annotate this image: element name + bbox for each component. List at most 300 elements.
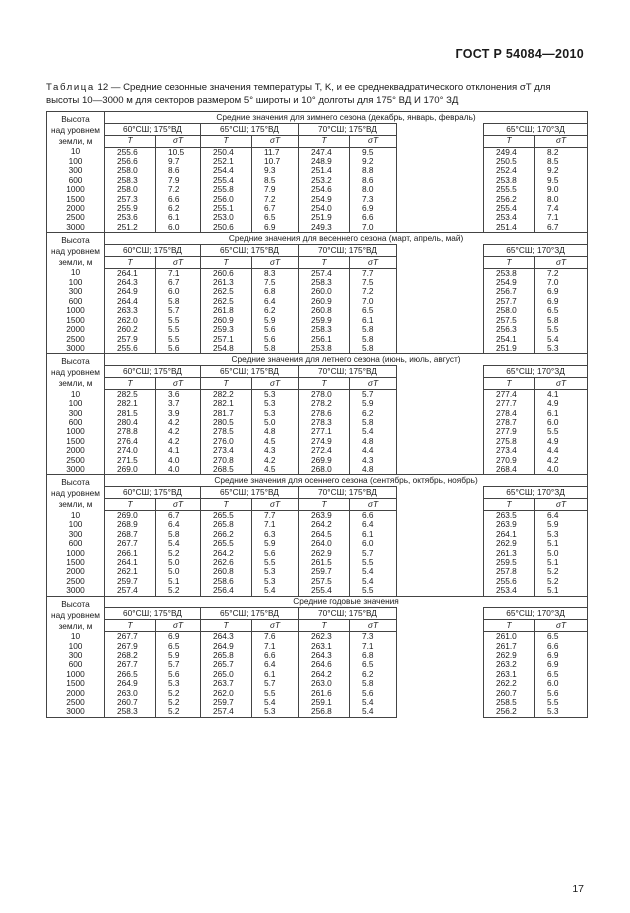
table-gap bbox=[397, 608, 484, 620]
value-cell: 259.7 bbox=[299, 567, 350, 576]
height-cell: 1000 bbox=[47, 670, 105, 679]
table-gap bbox=[397, 409, 484, 418]
value-cell: 269.0 bbox=[105, 510, 156, 520]
value-cell: 264.2 bbox=[299, 520, 350, 529]
table-gap bbox=[397, 707, 484, 717]
sector-header: 60°СШ; 175°ВД bbox=[105, 123, 201, 135]
value-cell: 3.9 bbox=[156, 409, 201, 418]
sector-header: 65°СШ; 170°ЗД bbox=[484, 608, 588, 620]
value-cell: 4.0 bbox=[156, 465, 201, 475]
value-cell: 259.5 bbox=[484, 558, 535, 567]
value-cell: 9.7 bbox=[156, 157, 201, 166]
value-cell: 6.6 bbox=[350, 213, 397, 222]
height-cell: 300 bbox=[47, 287, 105, 296]
table-gap bbox=[397, 399, 484, 408]
value-cell: 6.3 bbox=[252, 530, 299, 539]
col-t-header: T bbox=[105, 135, 156, 147]
value-cell: 263.3 bbox=[105, 306, 156, 315]
value-cell: 8.0 bbox=[535, 195, 588, 204]
value-cell: 278.4 bbox=[484, 409, 535, 418]
table-row bbox=[47, 586, 588, 596]
value-cell: 264.1 bbox=[105, 268, 156, 278]
value-cell: 255.8 bbox=[201, 185, 252, 194]
value-cell: 6.5 bbox=[535, 306, 588, 315]
table-row bbox=[47, 539, 588, 548]
value-cell: 5.3 bbox=[535, 344, 588, 354]
height-cell: 2000 bbox=[47, 446, 105, 455]
table-row bbox=[47, 278, 588, 287]
table-row bbox=[47, 427, 588, 436]
value-cell: 278.0 bbox=[299, 389, 350, 399]
value-cell: 264.9 bbox=[105, 679, 156, 688]
value-cell: 261.5 bbox=[299, 558, 350, 567]
value-cell: 258.5 bbox=[484, 698, 535, 707]
value-cell: 5.7 bbox=[156, 306, 201, 315]
height-cell: 600 bbox=[47, 297, 105, 306]
value-cell: 249.3 bbox=[299, 223, 350, 233]
col-sigma-header: σT bbox=[350, 499, 397, 511]
table-gap bbox=[397, 689, 484, 698]
value-cell: 264.3 bbox=[201, 632, 252, 642]
value-cell: 258.0 bbox=[484, 306, 535, 315]
section-title: Средние значения для зимнего сезона (декабрь, январь, февраль) bbox=[105, 112, 588, 124]
height-cell: 3000 bbox=[47, 586, 105, 596]
table-gap bbox=[397, 530, 484, 539]
value-cell: 5.4 bbox=[350, 698, 397, 707]
height-cell: 1500 bbox=[47, 316, 105, 325]
value-cell: 278.7 bbox=[484, 418, 535, 427]
value-cell: 5.3 bbox=[252, 707, 299, 717]
value-cell: 262.9 bbox=[484, 651, 535, 660]
row-label-header bbox=[47, 112, 105, 148]
value-cell: 264.3 bbox=[105, 278, 156, 287]
table-row bbox=[47, 698, 588, 707]
page-number: 17 bbox=[572, 883, 584, 895]
value-cell: 5.7 bbox=[350, 389, 397, 399]
value-cell: 8.8 bbox=[350, 166, 397, 175]
value-cell: 3.7 bbox=[156, 399, 201, 408]
height-cell: 100 bbox=[47, 520, 105, 529]
section-title: Средние годовые значения bbox=[105, 596, 588, 608]
value-cell: 5.2 bbox=[156, 549, 201, 558]
table-row bbox=[47, 287, 588, 296]
value-cell: 5.8 bbox=[252, 344, 299, 354]
table-row bbox=[47, 670, 588, 679]
value-cell: 5.8 bbox=[350, 418, 397, 427]
value-cell: 7.2 bbox=[156, 185, 201, 194]
caption-table-word: Таблица bbox=[46, 82, 95, 93]
table-gap bbox=[397, 325, 484, 334]
value-cell: 268.5 bbox=[201, 465, 252, 475]
table-gap bbox=[397, 278, 484, 287]
value-cell: 5.6 bbox=[156, 670, 201, 679]
value-cell: 278.8 bbox=[105, 427, 156, 436]
value-cell: 269.0 bbox=[105, 465, 156, 475]
table-row bbox=[47, 297, 588, 306]
value-cell: 278.6 bbox=[299, 409, 350, 418]
table-gap bbox=[397, 297, 484, 306]
value-cell: 6.2 bbox=[156, 204, 201, 213]
table-row bbox=[47, 632, 588, 642]
sector-header: 70°СШ; 175°ВД bbox=[299, 608, 397, 620]
value-cell: 4.5 bbox=[252, 465, 299, 475]
value-cell: 10.5 bbox=[156, 147, 201, 157]
height-cell: 100 bbox=[47, 278, 105, 287]
value-cell: 263.0 bbox=[105, 689, 156, 698]
value-cell: 254.6 bbox=[299, 185, 350, 194]
section-title-row bbox=[47, 354, 588, 366]
table-gap bbox=[397, 698, 484, 707]
row-label-line: над уровнем bbox=[51, 367, 100, 378]
value-cell: 263.0 bbox=[299, 679, 350, 688]
value-cell: 259.7 bbox=[201, 698, 252, 707]
row-label-line: Высота bbox=[61, 235, 90, 246]
value-cell: 261.6 bbox=[299, 689, 350, 698]
value-cell: 253.0 bbox=[201, 213, 252, 222]
value-cell: 268.4 bbox=[484, 465, 535, 475]
value-cell: 261.8 bbox=[201, 306, 252, 315]
table-row bbox=[47, 325, 588, 334]
value-cell: 282.1 bbox=[201, 399, 252, 408]
value-cell: 264.0 bbox=[299, 539, 350, 548]
table-gap bbox=[397, 456, 484, 465]
table-gap bbox=[397, 510, 484, 520]
value-cell: 260.0 bbox=[299, 287, 350, 296]
value-cell: 7.1 bbox=[350, 642, 397, 651]
value-cell: 255.9 bbox=[105, 204, 156, 213]
value-cell: 264.5 bbox=[299, 530, 350, 539]
value-cell: 260.7 bbox=[484, 689, 535, 698]
value-cell: 264.9 bbox=[201, 642, 252, 651]
value-cell: 4.2 bbox=[156, 418, 201, 427]
value-cell: 276.4 bbox=[105, 437, 156, 446]
table-gap bbox=[397, 586, 484, 596]
sector-header: 70°СШ; 175°ВД bbox=[299, 366, 397, 378]
value-cell: 9.5 bbox=[535, 176, 588, 185]
value-cell: 6.8 bbox=[252, 287, 299, 296]
value-cell: 6.9 bbox=[156, 632, 201, 642]
value-cell: 5.4 bbox=[535, 335, 588, 344]
value-cell: 4.8 bbox=[350, 465, 397, 475]
value-cell: 5.9 bbox=[252, 539, 299, 548]
value-cell: 280.4 bbox=[105, 418, 156, 427]
table-gap bbox=[397, 567, 484, 576]
value-cell: 262.5 bbox=[201, 297, 252, 306]
col-sigma-header: σT bbox=[156, 620, 201, 632]
value-cell: 253.6 bbox=[105, 213, 156, 222]
value-cell: 6.1 bbox=[350, 316, 397, 325]
col-sigma-header: σT bbox=[156, 256, 201, 268]
sector-header: 65°СШ; 170°ЗД bbox=[484, 123, 588, 135]
caption-line-1 bbox=[46, 81, 586, 94]
temperature-table bbox=[46, 111, 588, 718]
col-sigma-header: σT bbox=[156, 377, 201, 389]
col-t-header: T bbox=[105, 256, 156, 268]
value-cell: 6.0 bbox=[535, 418, 588, 427]
row-label-line: земли, м bbox=[58, 378, 93, 389]
value-cell: 5.2 bbox=[156, 707, 201, 717]
col-sigma-header: σT bbox=[535, 499, 588, 511]
table-gap bbox=[397, 185, 484, 194]
value-cell: 6.9 bbox=[535, 297, 588, 306]
table-gap bbox=[397, 244, 484, 256]
value-cell: 255.6 bbox=[484, 577, 535, 586]
document-header: ГОСТ Р 54084—2010 bbox=[455, 47, 584, 61]
value-cell: 248.9 bbox=[299, 157, 350, 166]
value-cell: 5.6 bbox=[252, 325, 299, 334]
height-cell: 1000 bbox=[47, 185, 105, 194]
value-cell: 264.6 bbox=[299, 660, 350, 669]
value-cell: 282.1 bbox=[105, 399, 156, 408]
value-cell: 253.8 bbox=[484, 176, 535, 185]
value-cell: 5.6 bbox=[156, 344, 201, 354]
row-label-header bbox=[47, 475, 105, 511]
table-gap bbox=[397, 316, 484, 325]
value-cell: 6.5 bbox=[252, 213, 299, 222]
value-cell: 3.6 bbox=[156, 389, 201, 399]
value-cell: 258.0 bbox=[105, 166, 156, 175]
table-row bbox=[47, 660, 588, 669]
table-gap bbox=[397, 620, 484, 632]
value-cell: 9.2 bbox=[535, 166, 588, 175]
table-gap bbox=[397, 256, 484, 268]
value-cell: 6.9 bbox=[252, 223, 299, 233]
value-cell: 5.3 bbox=[252, 567, 299, 576]
value-cell: 254.1 bbox=[484, 335, 535, 344]
value-cell: 7.3 bbox=[350, 632, 397, 642]
value-cell: 5.3 bbox=[252, 399, 299, 408]
value-cell: 260.9 bbox=[201, 316, 252, 325]
value-cell: 7.1 bbox=[535, 213, 588, 222]
value-cell: 262.3 bbox=[299, 632, 350, 642]
section-title-row bbox=[47, 112, 588, 124]
height-cell: 2500 bbox=[47, 698, 105, 707]
value-cell: 258.3 bbox=[105, 707, 156, 717]
col-sigma-header: σT bbox=[535, 256, 588, 268]
value-cell: 6.1 bbox=[535, 409, 588, 418]
value-cell: 255.5 bbox=[484, 185, 535, 194]
value-cell: 256.0 bbox=[201, 195, 252, 204]
height-cell: 600 bbox=[47, 176, 105, 185]
value-cell: 5.1 bbox=[535, 558, 588, 567]
height-cell: 3000 bbox=[47, 223, 105, 233]
sector-header: 65°СШ; 175°ВД bbox=[201, 608, 299, 620]
value-cell: 262.5 bbox=[201, 287, 252, 296]
row-label-line: Высота bbox=[61, 356, 90, 367]
col-t-header: T bbox=[299, 135, 350, 147]
value-cell: 267.7 bbox=[105, 660, 156, 669]
table-gap bbox=[397, 176, 484, 185]
value-cell: 256.8 bbox=[299, 707, 350, 717]
value-cell: 263.2 bbox=[484, 660, 535, 669]
sector-header: 60°СШ; 175°ВД bbox=[105, 608, 201, 620]
value-cell: 257.7 bbox=[484, 297, 535, 306]
value-cell: 263.7 bbox=[201, 679, 252, 688]
height-cell: 2000 bbox=[47, 204, 105, 213]
value-cell: 247.4 bbox=[299, 147, 350, 157]
value-cell: 9.2 bbox=[350, 157, 397, 166]
value-cell: 5.4 bbox=[350, 707, 397, 717]
value-cell: 257.5 bbox=[484, 316, 535, 325]
table-row bbox=[47, 679, 588, 688]
table-gap bbox=[397, 558, 484, 567]
value-cell: 258.3 bbox=[299, 325, 350, 334]
table-gap bbox=[397, 147, 484, 157]
table-gap bbox=[397, 499, 484, 511]
value-cell: 4.8 bbox=[350, 437, 397, 446]
table-gap bbox=[397, 213, 484, 222]
value-cell: 255.1 bbox=[201, 204, 252, 213]
value-cell: 273.4 bbox=[484, 446, 535, 455]
table-row bbox=[47, 268, 588, 278]
height-cell: 600 bbox=[47, 660, 105, 669]
col-sigma-header: σT bbox=[535, 135, 588, 147]
value-cell: 261.3 bbox=[201, 278, 252, 287]
value-cell: 7.2 bbox=[252, 195, 299, 204]
value-cell: 5.7 bbox=[156, 660, 201, 669]
table-row bbox=[47, 344, 588, 354]
table-gap bbox=[397, 446, 484, 455]
value-cell: 5.7 bbox=[350, 549, 397, 558]
table-row bbox=[47, 166, 588, 175]
value-cell: 6.4 bbox=[156, 520, 201, 529]
col-t-header: T bbox=[201, 135, 252, 147]
value-cell: 8.5 bbox=[535, 157, 588, 166]
value-cell: 5.4 bbox=[350, 427, 397, 436]
value-cell: 7.1 bbox=[252, 642, 299, 651]
value-cell: 262.6 bbox=[201, 558, 252, 567]
value-cell: 5.2 bbox=[156, 698, 201, 707]
sector-header: 60°СШ; 175°ВД bbox=[105, 366, 201, 378]
section-title: Средние значения для весеннего сезона (март, апрель, май) bbox=[105, 233, 588, 245]
value-cell: 260.7 bbox=[105, 698, 156, 707]
value-cell: 252.4 bbox=[484, 166, 535, 175]
value-cell: 4.2 bbox=[156, 427, 201, 436]
table-gap bbox=[397, 157, 484, 166]
sector-header: 70°СШ; 175°ВД bbox=[299, 123, 397, 135]
value-cell: 264.2 bbox=[201, 549, 252, 558]
value-cell: 254.0 bbox=[299, 204, 350, 213]
table-gap bbox=[397, 577, 484, 586]
value-cell: 7.0 bbox=[350, 297, 397, 306]
value-cell: 274.0 bbox=[105, 446, 156, 455]
height-cell: 3000 bbox=[47, 707, 105, 717]
col-sigma-header: σT bbox=[350, 135, 397, 147]
value-cell: 8.3 bbox=[252, 268, 299, 278]
value-cell: 264.2 bbox=[299, 670, 350, 679]
col-t-header: T bbox=[299, 620, 350, 632]
value-cell: 5.8 bbox=[535, 316, 588, 325]
table-gap bbox=[397, 651, 484, 660]
height-cell: 1500 bbox=[47, 558, 105, 567]
value-cell: 5.5 bbox=[252, 558, 299, 567]
value-cell: 260.8 bbox=[201, 567, 252, 576]
column-header-row bbox=[47, 499, 588, 511]
value-cell: 6.5 bbox=[535, 632, 588, 642]
value-cell: 5.8 bbox=[156, 530, 201, 539]
height-cell: 600 bbox=[47, 539, 105, 548]
table-gap bbox=[397, 306, 484, 315]
row-label-header bbox=[47, 354, 105, 390]
table-gap bbox=[397, 642, 484, 651]
value-cell: 7.9 bbox=[156, 176, 201, 185]
value-cell: 268.9 bbox=[105, 520, 156, 529]
col-t-header: T bbox=[299, 377, 350, 389]
value-cell: 5.5 bbox=[350, 558, 397, 567]
value-cell: 5.2 bbox=[535, 577, 588, 586]
value-cell: 11.7 bbox=[252, 147, 299, 157]
height-cell: 100 bbox=[47, 157, 105, 166]
height-cell: 1500 bbox=[47, 195, 105, 204]
value-cell: 7.2 bbox=[535, 268, 588, 278]
table-row bbox=[47, 567, 588, 576]
table-gap bbox=[397, 204, 484, 213]
sector-header: 60°СШ; 175°ВД bbox=[105, 487, 201, 499]
value-cell: 259.7 bbox=[105, 577, 156, 586]
height-cell: 2500 bbox=[47, 213, 105, 222]
value-cell: 5.7 bbox=[252, 679, 299, 688]
value-cell: 270.9 bbox=[484, 456, 535, 465]
height-cell: 300 bbox=[47, 651, 105, 660]
value-cell: 4.3 bbox=[252, 446, 299, 455]
value-cell: 6.5 bbox=[350, 306, 397, 315]
column-header-row bbox=[47, 377, 588, 389]
value-cell: 263.1 bbox=[299, 642, 350, 651]
value-cell: 4.4 bbox=[535, 446, 588, 455]
value-cell: 5.6 bbox=[535, 689, 588, 698]
value-cell: 259.1 bbox=[299, 698, 350, 707]
height-cell: 300 bbox=[47, 530, 105, 539]
value-cell: 4.3 bbox=[350, 456, 397, 465]
value-cell: 281.7 bbox=[201, 409, 252, 418]
value-cell: 5.5 bbox=[535, 427, 588, 436]
value-cell: 263.9 bbox=[299, 510, 350, 520]
table-row bbox=[47, 418, 588, 427]
row-label-header bbox=[47, 233, 105, 269]
value-cell: 5.0 bbox=[252, 418, 299, 427]
col-t-header: T bbox=[299, 499, 350, 511]
sector-header-row bbox=[47, 366, 588, 378]
value-cell: 257.1 bbox=[201, 335, 252, 344]
value-cell: 4.9 bbox=[535, 437, 588, 446]
value-cell: 268.2 bbox=[105, 651, 156, 660]
table-gap bbox=[397, 549, 484, 558]
table-gap bbox=[397, 418, 484, 427]
col-t-header: T bbox=[484, 256, 535, 268]
value-cell: 264.4 bbox=[105, 297, 156, 306]
height-cell: 10 bbox=[47, 268, 105, 278]
value-cell: 4.1 bbox=[535, 389, 588, 399]
value-cell: 250.6 bbox=[201, 223, 252, 233]
height-cell: 2500 bbox=[47, 335, 105, 344]
value-cell: 258.3 bbox=[299, 278, 350, 287]
value-cell: 274.9 bbox=[299, 437, 350, 446]
value-cell: 6.1 bbox=[252, 670, 299, 679]
value-cell: 281.5 bbox=[105, 409, 156, 418]
height-cell: 10 bbox=[47, 389, 105, 399]
value-cell: 262.2 bbox=[484, 679, 535, 688]
value-cell: 5.3 bbox=[156, 679, 201, 688]
value-cell: 4.2 bbox=[535, 456, 588, 465]
table-row bbox=[47, 707, 588, 717]
value-cell: 5.3 bbox=[252, 577, 299, 586]
height-cell: 1000 bbox=[47, 549, 105, 558]
col-sigma-header: σT bbox=[252, 256, 299, 268]
row-label-line: над уровнем bbox=[51, 125, 100, 135]
value-cell: 262.9 bbox=[299, 549, 350, 558]
value-cell: 260.2 bbox=[105, 325, 156, 334]
value-cell: 6.6 bbox=[252, 651, 299, 660]
